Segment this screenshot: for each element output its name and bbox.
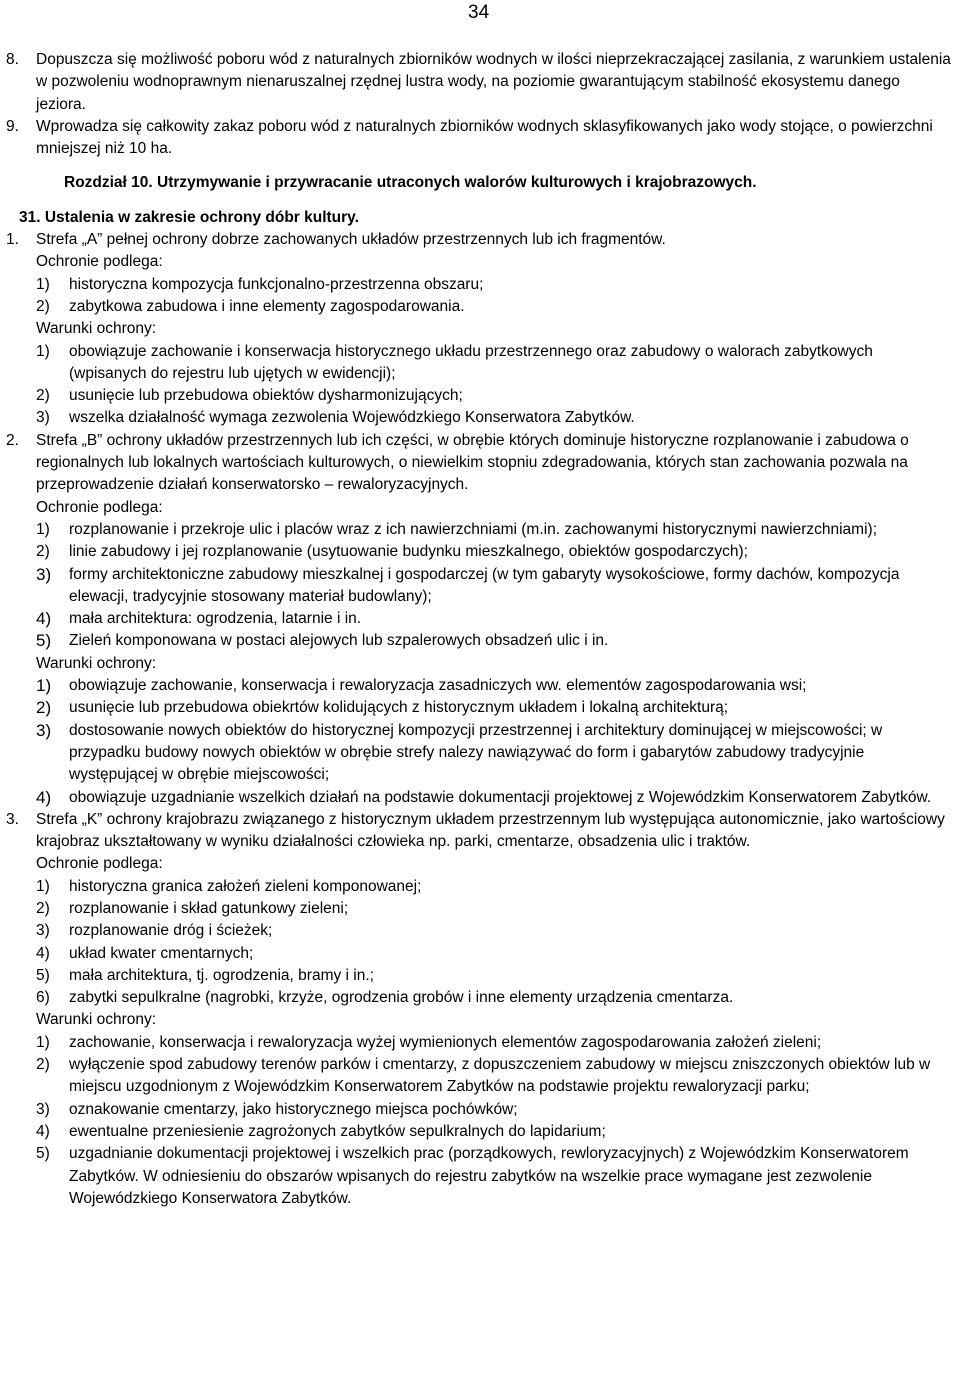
item-text: dostosowanie nowych obiektów do historycznej kompozycji przestrzennej i architektury dominującej w miejscowości; w przypadku budowy nowych obiektów w obrębie strefy nalezy nawiązywać do form i gabarytów zabudowy tradycyjnie występującej w obrębie miejscowości; [69,721,883,784]
item-number: 4) [36,944,50,962]
protected-item [0,541,960,563]
zone-title: Strefa „K” ochrony krajobrazu związanego z historycznym układem przestrzennym lub występująca autonomicznie, jako wartościowy krajobraz ukształtowany w wyniku działalności człowieka np. parki, cmentarze, obsadzenia ulic i traktów. [36,810,945,851]
item-text: historyczna granica założeń zieleni komponowanej; [69,877,422,895]
conditions-label: Warunki ochrony: [36,1011,157,1029]
condition-item [0,1032,960,1054]
item-number: 1) [36,275,50,293]
item-text: układ kwater cmentarnych; [69,944,254,962]
zone-title: Strefa „A” pełnej ochrony dobrze zachowanych układów przestrzennych lub ich fragmentów. [36,231,666,249]
conditions-label: Warunki ochrony: [36,320,157,338]
item-number: 2) [36,297,50,315]
item-text: Zieleń komponowana w postaci alejowych lub szpalerowych obsadzeń ulic i in. [69,632,609,650]
condition-item [0,385,960,407]
condition-item [0,341,960,386]
zone-number: 3. [6,810,19,828]
item-text: oznakowanie cmentarzy, jako historycznego miejsca pochówków; [69,1100,518,1118]
chapter-heading: Rozdział 10. Utrzymywanie i przywracanie utraconych walorów kulturowych i krajobrazowych. [64,174,757,192]
document-body [0,49,960,1210]
protected-item [0,296,960,318]
item-text: historyczna kompozycja funkcjonalno-przestrzenna obszaru; [69,275,484,293]
item-text: obowiązuje zachowanie i konserwacja historycznego układu przestrzennego oraz zabudowy o walorach zabytkowych (wpisanych do rejestru lub ujętych w ewidencji); [69,342,873,382]
item-text: wszelka działalność wymaga zezwolenia Wojewódzkiego Konserwatora Zabytków. [69,409,635,427]
item-number: 1) [36,676,52,696]
item-text: rozplanowanie i skład gatunkowy zieleni; [69,899,349,917]
item-text: wyłączenie spod zabudowy terenów parków i cmentarzy, z dopuszczeniem zabudowy w miejscu zniszczonych obiektów lub w miejscu uzgodnionym z Wojewódzkim Konserwatorem Zabytków na podstawie projektu rewaloryzacji parku; [69,1056,931,1096]
conditions-label: Warunki ochrony: [36,654,157,672]
condition-item [0,1143,960,1210]
item-number: 1) [36,342,50,360]
protected-item [0,274,960,296]
protected-item [0,564,960,609]
protected-item [0,965,960,987]
item-text: mała architektura: ogrodzenia, latarnie i in. [69,610,362,628]
item-text: obowiązuje zachowanie, konserwacja i rewaloryzacja zasadniczych ww. elementów zagospodarowania wsi; [69,677,807,695]
condition-item [0,697,960,719]
item-number: 3) [36,564,52,584]
item-number: 5) [36,966,50,984]
protected-item [0,608,960,630]
item-number: 2) [36,698,52,718]
item-number: 2) [36,387,50,405]
paragraph-text: Wprowadza się całkowity zakaz poboru wód z naturalnych zbiorników wodnych sklasyfikowanych jako wody stojące, o powierzchni mniejszej niż 10 ha. [36,117,933,158]
item-text: rozplanowanie dróg i ścieżek; [69,922,273,940]
protected-item [0,920,960,942]
protected-label: Ochronie podlega: [36,253,163,271]
item-text: ewentualne przeniesienie zagrożonych zabytków sepulkralnych do lapidarium; [69,1122,606,1140]
numbered-paragraph [0,49,960,116]
item-text: uzgadnianie dokumentacji projektowej i wszelkich prac (porządkowych, rewloryzacyjnych) z Wojewódzkim Konserwatorem Zabytków. W odniesieniu do obszarów wpisanych do rejestru zabytków na wszelkie prace wymagane jest zezwolenie Wojewódzkiego Konserwatora Zabytków. [69,1145,909,1207]
item-number: 2) [36,543,50,561]
paragraph-text: Dopuszcza się możliwość poboru wód z naturalnych zbiorników wodnych w ilości nieprzekraczającej zasilania, z warunkiem ustalenia w pozwoleniu wodnoprawnym nienaruszalnej rzędnej lustra wody, na poziomie gwarantującym stabilność ekosystemu danego jeziora. [36,51,951,113]
item-number: 2) [36,899,50,917]
spacer [0,195,960,207]
protected-item [0,876,960,898]
item-text: zabytki sepulkralne (nagrobki, krzyże, ogrodzenia grobów i inne elementy urządzenia cmentarza. [69,989,734,1007]
condition-item [0,675,960,697]
item-text: formy architektoniczne zabudowy mieszkalnej i gospodarczej (w tym gabaryty wysokościowe, formy dachów, kompozycja elewacji, tradycyjnie stosowany materiał budowlany); [69,565,900,605]
zone-b-title-row [0,430,960,497]
zone-k-title-row [0,809,960,854]
spacer [0,160,960,172]
item-number: 2) [36,1056,50,1074]
item-text: linie zabudowy i jej rozplanowanie (usytuowanie budynku mieszkalnego, obiektów gospodarczych); [69,543,748,561]
item-number: 6) [36,989,50,1007]
page-number: 34 [468,2,490,23]
item-number: 3) [36,1100,50,1118]
protected-label: Ochronie podlega: [36,855,163,873]
item-number: 1) [36,1033,50,1051]
item-number: 4) [36,787,52,807]
item-text: usunięcie lub przebudowa obiekrtów kolidujących z historycznym układem i lokalną architekturą; [69,699,729,717]
protected-item [0,943,960,965]
item-number: 4) [36,609,52,629]
item-text: mała architektura, tj. ogrodzenia, bramy i in.; [69,966,374,984]
condition-item [0,1099,960,1121]
zone-title: Strefa „B” ochrony układów przestrzennych lub ich części, w obrębie których dominuje historyczne rozplanowanie i zabudowa o regionalnych lub lokalnych wartościach kulturowych, o niewielkim stopniu zdegradowania, których stan zachowania pozwala na przeprowadzenie działań konserwatorsko – rewaloryzacyjnych. [36,431,909,494]
item-number: 1) [36,877,50,895]
condition-item [0,1121,960,1143]
item-number: 3) [36,720,52,740]
condition-item [0,1054,960,1099]
zone-number: 1. [6,231,19,249]
item-text: zabytkowa zabudowa i inne elementy zagospodarowania. [69,297,465,315]
item-number: 4) [36,1122,50,1140]
item-number: 5) [36,1145,50,1163]
protected-label: Ochronie podlega: [36,498,163,516]
zone-number: 2. [6,431,19,449]
item-text: obowiązuje uzgadnianie wszelkich działań na podstawie dokumentacji projektowej z Wojewódzkim Konserwatorem Zabytków. [69,788,932,806]
protected-item [0,630,960,652]
condition-item [0,787,960,809]
item-text: zachowanie, konserwacja i rewaloryzacja wyżej wymienionych elementów zagospodarowania założeń zieleni; [69,1033,822,1051]
item-number: 1) [36,520,50,538]
protected-item [0,898,960,920]
numbered-paragraph [0,116,960,161]
item-text: usunięcie lub przebudowa obiektów dysharmonizujących; [69,387,463,405]
protected-item [0,987,960,1009]
paragraph-number: 9. [6,117,19,135]
protected-item [0,519,960,541]
zone-a-title-row [0,229,960,251]
section-heading: 31. Ustalenia w zakresie ochrony dóbr kultury. [19,208,359,226]
condition-item [0,407,960,429]
item-number: 5) [36,631,52,651]
condition-item [0,720,960,787]
item-number: 3) [36,922,50,940]
paragraph-number: 8. [6,51,19,68]
item-text: rozplanowanie i przekroje ulic i placów wraz z ich nawierzchniami (m.in. zachowanymi historycznymi nawierzchniami); [69,520,878,538]
item-number: 3) [36,409,50,427]
